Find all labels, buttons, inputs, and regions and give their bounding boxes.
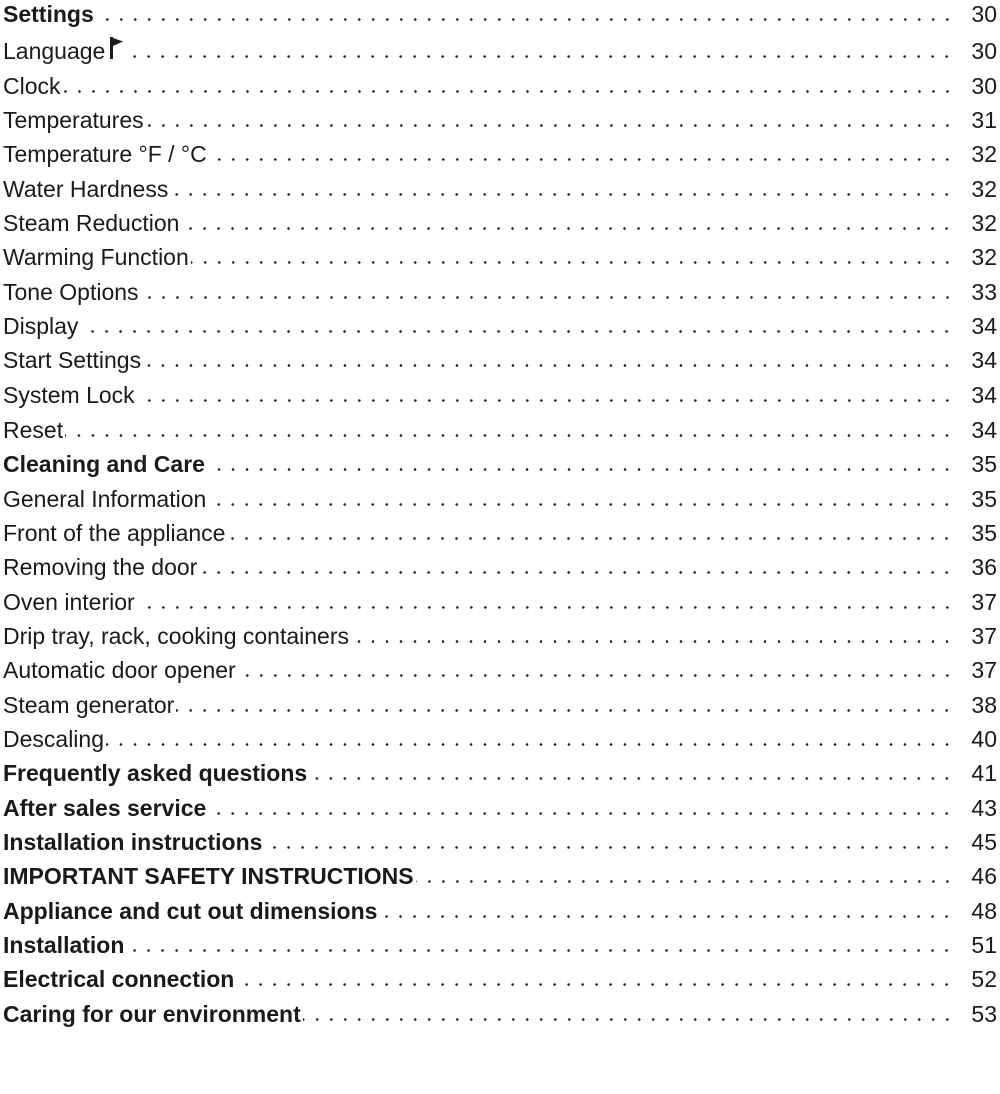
- dot-leader: [146, 124, 954, 127]
- flag-icon: [110, 34, 124, 56]
- dot-leader: [137, 606, 954, 609]
- dot-leader: [199, 571, 954, 574]
- dot-leader: [207, 468, 954, 471]
- toc-entry[interactable]: [0, 378, 1000, 412]
- toc-entry-label: Frequently asked questions: [3, 760, 308, 786]
- toc-page-number: 32: [971, 210, 997, 236]
- toc-page-number: 45: [971, 829, 997, 855]
- toc-page-number: 34: [971, 313, 997, 339]
- dot-leader: [303, 1018, 954, 1021]
- toc-page-number: 53: [971, 1001, 997, 1027]
- toc-entry[interactable]: [0, 34, 1000, 68]
- toc-page-number: 36: [971, 554, 997, 580]
- toc-entry-label: Oven interior: [3, 589, 135, 615]
- toc-entry-label: Drip tray, rack, cooking containers: [3, 623, 349, 649]
- toc-page-number: 48: [971, 898, 997, 924]
- toc-page-number: 52: [971, 966, 997, 992]
- dot-leader: [416, 880, 954, 883]
- dot-leader: [181, 227, 954, 230]
- dot-leader: [170, 193, 954, 196]
- toc-page-number: 37: [971, 623, 997, 649]
- toc-entry-label: Reset: [3, 417, 64, 443]
- dot-leader: [80, 330, 954, 333]
- dot-leader: [209, 158, 954, 161]
- toc-heading-entry[interactable]: [0, 928, 1000, 962]
- toc-page-number: 38: [971, 692, 997, 718]
- toc-entry-label: Tone Options: [3, 279, 139, 305]
- dot-leader: [227, 537, 954, 540]
- toc-entry-label: Front of the appliance: [3, 520, 226, 546]
- toc-page-number: 43: [971, 795, 997, 821]
- toc-entry[interactable]: [0, 172, 1000, 206]
- toc-page-number: 32: [971, 244, 997, 270]
- dot-leader: [106, 743, 954, 746]
- dot-leader: [96, 18, 954, 21]
- toc-page-number: 34: [971, 347, 997, 373]
- dot-leader: [126, 55, 954, 58]
- toc-heading-entry[interactable]: [0, 997, 1000, 1031]
- toc-page-number: 51: [971, 932, 997, 958]
- toc-heading-entry[interactable]: [0, 962, 1000, 996]
- dot-leader: [309, 777, 954, 780]
- toc-heading-entry[interactable]: [0, 756, 1000, 790]
- toc-entry-label: Appliance and cut out dimensions: [3, 898, 378, 924]
- toc-page-number: 34: [971, 417, 997, 443]
- toc-entry[interactable]: [0, 516, 1000, 550]
- toc-heading-entry[interactable]: [0, 859, 1000, 893]
- dot-leader: [208, 503, 954, 506]
- toc-entry-label: System Lock: [3, 382, 135, 408]
- toc-entry-label: Cleaning and Care: [3, 451, 205, 477]
- dot-leader: [141, 296, 954, 299]
- toc-entry[interactable]: [0, 619, 1000, 653]
- toc-entry[interactable]: [0, 206, 1000, 240]
- toc-entry[interactable]: [0, 69, 1000, 103]
- toc-page-number: 35: [971, 486, 997, 512]
- toc-entry-label: Start Settings: [3, 347, 142, 373]
- toc-entry[interactable]: [0, 550, 1000, 584]
- toc-entry-label: Electrical connection: [3, 966, 235, 992]
- toc-entry-label: Installation instructions: [3, 829, 263, 855]
- dot-leader: [236, 983, 954, 986]
- toc-heading-entry[interactable]: [0, 0, 1000, 31]
- toc-entry-label: Removing the door: [3, 554, 198, 580]
- toc-page-number: 34: [971, 382, 997, 408]
- toc-entry-label: Temperature °F / °C: [3, 141, 207, 167]
- toc-entry[interactable]: [0, 653, 1000, 687]
- toc-page-number: 31: [971, 107, 997, 133]
- toc-entry[interactable]: [0, 240, 1000, 274]
- toc-entry-label: Installation: [3, 932, 125, 958]
- toc-entry[interactable]: [0, 413, 1000, 447]
- toc-entry[interactable]: [0, 688, 1000, 722]
- toc-entry[interactable]: [0, 309, 1000, 343]
- toc-entry[interactable]: [0, 275, 1000, 309]
- toc-heading-entry[interactable]: [0, 447, 1000, 481]
- dot-leader: [208, 812, 954, 815]
- dot-leader: [264, 846, 954, 849]
- toc-page-number: 32: [971, 141, 997, 167]
- toc-entry[interactable]: [0, 343, 1000, 377]
- dot-leader: [143, 364, 954, 367]
- toc-entry-label: Language: [3, 38, 106, 64]
- toc-page-number: 37: [971, 589, 997, 615]
- toc-entry-label: Descaling: [3, 726, 104, 752]
- toc-page-number: 41: [971, 760, 997, 786]
- dot-leader: [126, 949, 954, 952]
- toc-heading-entry[interactable]: [0, 825, 1000, 859]
- dot-leader: [379, 915, 954, 918]
- toc-entry[interactable]: [0, 722, 1000, 756]
- toc-page-number: 32: [971, 176, 997, 202]
- toc-entry[interactable]: [0, 103, 1000, 137]
- toc-entry-label: Water Hardness: [3, 176, 169, 202]
- toc-entry-label: Warming Function: [3, 244, 189, 270]
- toc-entry-label: Clock: [3, 73, 61, 99]
- dot-leader: [238, 674, 954, 677]
- dot-leader: [351, 640, 954, 643]
- toc-entry-label: Temperatures: [3, 107, 144, 133]
- dot-leader: [191, 261, 954, 264]
- toc-entry[interactable]: [0, 482, 1000, 516]
- dot-leader: [65, 434, 954, 437]
- dot-leader: [137, 399, 954, 402]
- toc-page-number: 35: [971, 520, 997, 546]
- toc-entry-label: Caring for our environment: [3, 1001, 301, 1027]
- toc-entry-label: Automatic door opener: [3, 657, 236, 683]
- toc-entry-label: Settings: [3, 1, 94, 27]
- toc-entry-label: After sales service: [3, 795, 207, 821]
- toc-page-number: 35: [971, 451, 997, 477]
- toc-entry-label: General Information: [3, 486, 207, 512]
- toc-heading-entry[interactable]: [0, 894, 1000, 928]
- toc-entry-label: Steam Reduction: [3, 210, 180, 236]
- toc-entry-label: Display: [3, 313, 79, 339]
- toc-entry-label: IMPORTANT SAFETY INSTRUCTIONS: [3, 863, 414, 889]
- toc-heading-entry[interactable]: [0, 791, 1000, 825]
- toc-page-number: 30: [971, 1, 997, 27]
- toc-page-number: 33: [971, 279, 997, 305]
- toc-page-number: 30: [971, 73, 997, 99]
- toc-entry[interactable]: [0, 585, 1000, 619]
- toc-page-number: 37: [971, 657, 997, 683]
- toc-page-number: 46: [971, 863, 997, 889]
- dot-leader: [176, 709, 954, 712]
- toc-page-number: 40: [971, 726, 997, 752]
- toc-entry-label: Steam generator: [3, 692, 175, 718]
- dot-leader: [63, 90, 954, 93]
- toc-page-number: 30: [971, 38, 997, 64]
- toc-entry[interactable]: [0, 137, 1000, 171]
